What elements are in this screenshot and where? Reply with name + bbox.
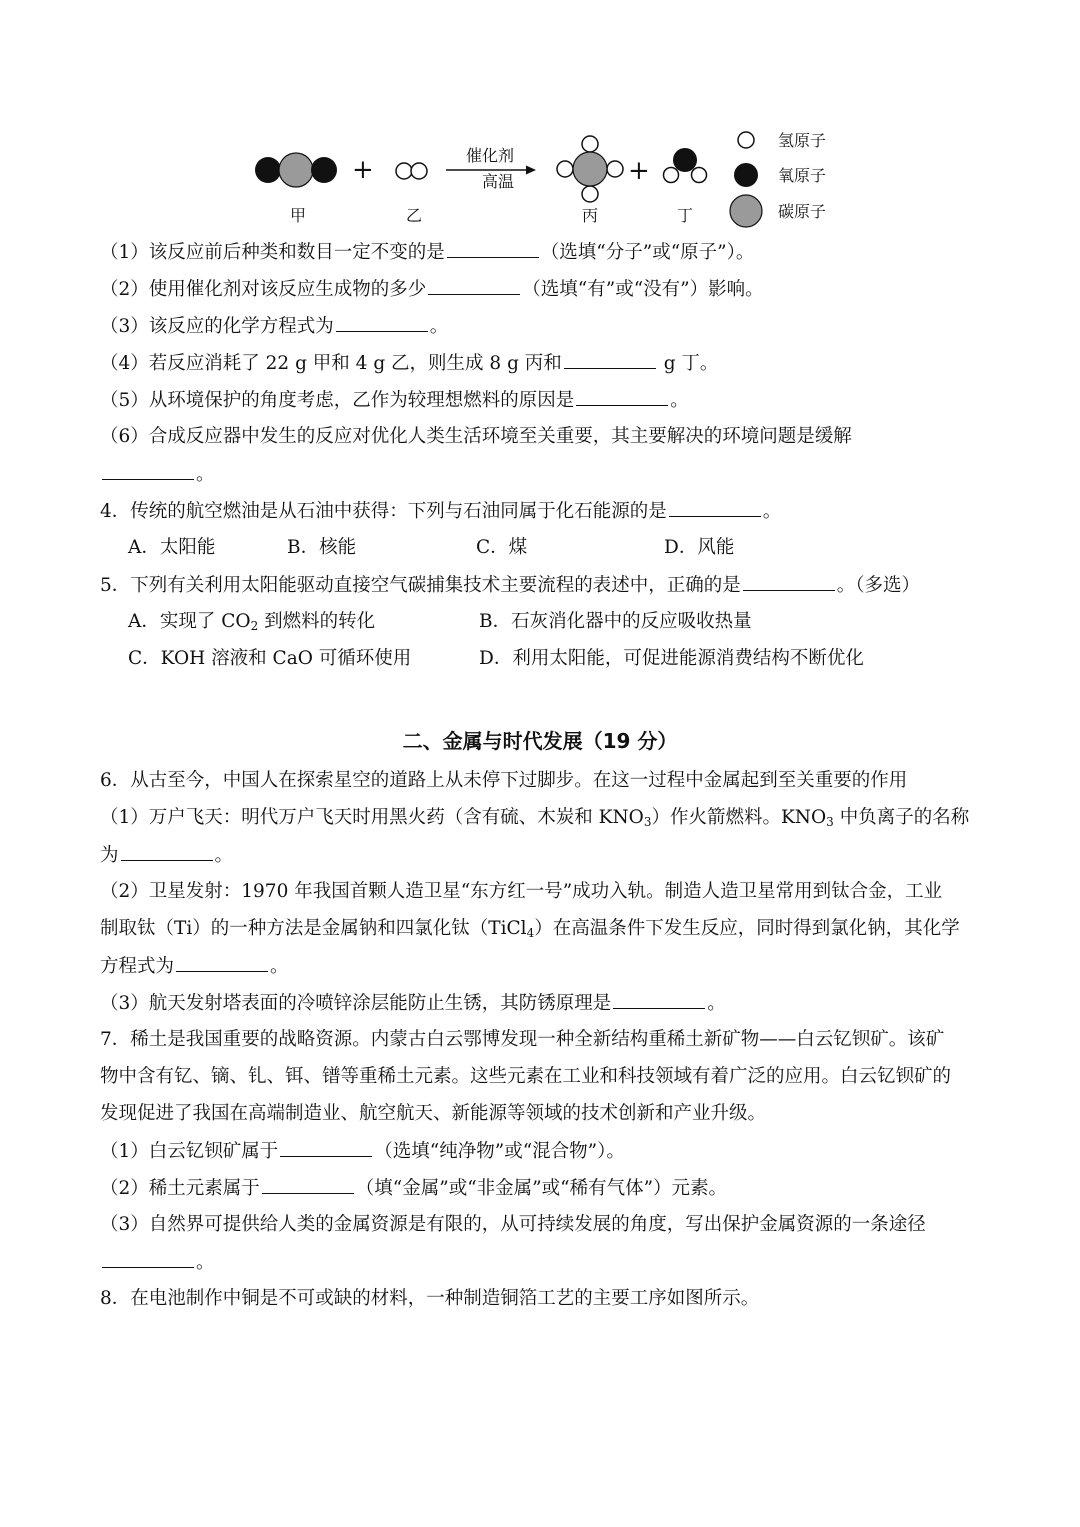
- answer-blank[interactable]: [428, 276, 520, 295]
- answer-blank[interactable]: [743, 572, 835, 591]
- q7-item-3: （3）自然界可提供给人类的金属资源是有限的，从可持续发展的角度，写出保护金属资源的一条途径: [100, 1214, 926, 1235]
- q6-item-3: （3）航天发射塔表面的冷喷锌涂层能防止生锈，其防锈原理是 。: [100, 990, 980, 1017]
- plus-sign-2: +: [628, 156, 650, 186]
- q8-stem: 8．在电池制作中铜是不可或缺的材料，一种制造铜箔工艺的主要工序如图所示。: [100, 1288, 760, 1309]
- answer-blank[interactable]: [102, 1249, 194, 1268]
- answer-blank[interactable]: [176, 953, 268, 972]
- q3-item-4: （4）若反应消耗了 22 g 甲和 4 g 乙，则生成 8 g 丙和 g 丁。: [100, 350, 980, 377]
- plus-sign-1: +: [352, 155, 374, 185]
- answer-blank[interactable]: [336, 313, 428, 332]
- q3-item-3: （3）该反应的化学方程式为 。: [100, 313, 980, 340]
- answer-blank[interactable]: [102, 461, 194, 480]
- q6-item-2: （2）卫星发射：1970 年我国首颗人造卫星“东方红一号”成功入轨。制造人造卫星常用到钛合金，工业: [100, 881, 943, 902]
- label-bing: 丙: [582, 206, 599, 225]
- answer-blank[interactable]: [613, 990, 705, 1009]
- q3-item-2: （2）使用催化剂对该反应生成物的多少 （选填“有”或“没有”）影响。: [100, 276, 980, 303]
- label-jia: 甲: [290, 206, 307, 225]
- legend-hydrogen: 氢原子: [778, 131, 827, 150]
- answer-blank[interactable]: [121, 842, 213, 861]
- answer-blank[interactable]: [576, 387, 668, 406]
- q6-item-1-cont: 为 。: [100, 842, 980, 869]
- q7-item-1: （1）白云钇钡矿属于 （选填“纯净物”或“混合物”）。: [100, 1138, 980, 1165]
- legend-carbon: 碳原子: [778, 202, 827, 221]
- molecule-yi: [396, 163, 427, 179]
- q4-option-a[interactable]: A．太阳能: [128, 537, 216, 558]
- q5-stem: 5．下列有关利用太阳能驱动直接空气碳捕集技术主要流程的表述中，正确的是 。（多选）: [100, 572, 980, 599]
- q6-item-2-cont2: 方程式为 。: [100, 953, 980, 980]
- q6-item-2-cont: 制取钛（Ti）的一种方法是金属钠和四氯化钛（TiCl$_4$）在高温条件下发生反应，同时得到氯化钠，其化学: [100, 918, 960, 940]
- q7-stem-line-1: 7．稀土是我国重要的战略资源。内蒙古白云鄂博发现一种全新结构重稀土新矿物——白云钇钡矿。该矿: [100, 1029, 945, 1050]
- q4-option-d[interactable]: D．风能: [664, 537, 735, 558]
- q7-stem-line-2: 物中含有钇、镝、钆、铒、镨等重稀土元素。这些元素在工业和科技领域有着广泛的应用。白云钇钡矿的: [100, 1066, 952, 1087]
- label-yi: 乙: [406, 206, 423, 225]
- q7-stem-line-3: 发现促进了我国在高端制造业、航空航天、新能源等领域的技术创新和产业升级。: [100, 1103, 767, 1124]
- q4-stem: 4．传统的航空燃油是从石油中获得：下列与石油同属于化石能源的是 。: [100, 498, 980, 525]
- answer-blank[interactable]: [280, 1138, 372, 1157]
- q5-option-d[interactable]: D．利用太阳能，可促进能源消费结构不断优化: [479, 648, 864, 669]
- molecule-bing: [557, 136, 623, 202]
- legend: [730, 131, 826, 227]
- catalyst-label: 催化剂: [466, 146, 515, 165]
- q5-option-a[interactable]: A．实现了 $CO_2$ 到燃料的转化: [128, 611, 376, 633]
- q5-option-c[interactable]: C．KOH 溶液和 CaO 可循环使用: [128, 648, 412, 669]
- q3-item-6: （6）合成反应器中发生的反应对优化人类生活环境至关重要，其主要解决的环境问题是缓解: [100, 426, 852, 447]
- q6-item-1: （1）万户飞天：明代万户飞天时用黑火药（含有硫、木炭和 $KNO_3$）作火箭燃料。$KNO_3$ 中负离子的名称: [100, 807, 970, 829]
- q3-item-5: （5）从环境保护的角度考虑，乙作为较理想燃料的原因是 。: [100, 387, 980, 414]
- q3-item-6-cont: 。: [100, 461, 980, 488]
- hydrogen-atom-icon: [738, 132, 754, 148]
- q7-item-3-cont: 。: [100, 1249, 980, 1276]
- answer-blank[interactable]: [447, 239, 539, 258]
- q3-item-1: （1）该反应前后种类和数目一定不变的是 （选填“分子”或“原子”）。: [100, 239, 980, 266]
- q4-option-b[interactable]: B．核能: [287, 537, 357, 558]
- answer-blank[interactable]: [669, 498, 761, 517]
- legend-oxygen: 氧原子: [778, 166, 827, 185]
- molecule-jia: [255, 153, 337, 187]
- q6-stem: 6．从古至今，中国人在探索星空的道路上从未停下过脚步。在这一过程中金属起到至关重要的作用: [100, 770, 908, 791]
- answer-blank[interactable]: [262, 1175, 354, 1194]
- oxygen-atom-icon: [734, 163, 758, 187]
- answer-blank[interactable]: [564, 350, 656, 369]
- arrow-head-icon: [526, 166, 536, 175]
- q5-option-b[interactable]: B．石灰消化器中的反应吸收热量: [479, 611, 752, 632]
- molecule-ding: [664, 148, 707, 183]
- carbon-atom-icon: [730, 195, 762, 227]
- q7-item-2: （2）稀土元素属于 （填“金属”或“非金属”或“稀有气体”）元素。: [100, 1175, 980, 1202]
- condition-label: 高温: [482, 172, 515, 191]
- section-title: 二、金属与时代发展（19 分）: [402, 729, 678, 753]
- label-ding: 丁: [677, 206, 694, 225]
- q4-option-c[interactable]: C．煤: [476, 537, 528, 558]
- reaction-diagram: [250, 128, 850, 238]
